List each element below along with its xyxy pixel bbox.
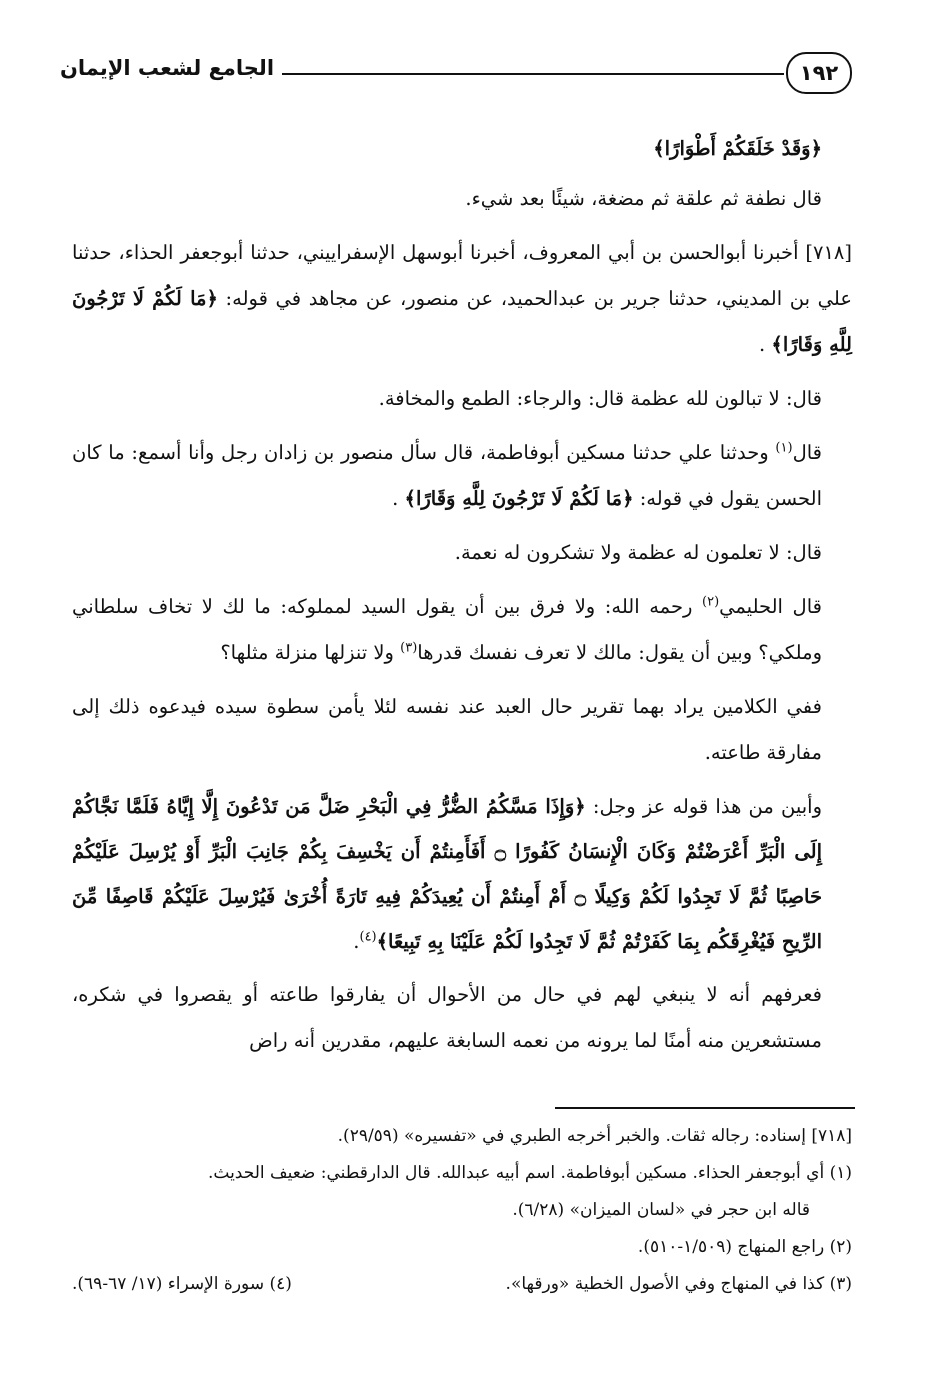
main-text — [72, 126, 852, 1072]
paragraph-6-end: ولا تنزلها منزلة مثلها؟ — [220, 641, 401, 664]
paragraph-8-verse: ﴿وَإِذَا مَسَّكُمُ الضُّرُّ فِي الْبَحْرِ ضَلَّ مَن تَدْعُونَ إِلَّا إِيَّاهُ فَلَمَّا نَجَّاكُمْ إِلَى الْبَرِّ أَعْرَضْتُمْ وَكَانَ الْإِنسَانُ كَفُورًا ۝ أَفَأَمِنتُمْ أَن يَخْسِفَ بِكُمْ جَانِبَ الْبَرِّ أَوْ يُرْسِلَ عَلَيْكُمْ حَاصِبًا ثُمَّ لَا تَجِدُوا لَكُمْ وَكِيلًا ۝ أَمْ أَمِنتُمْ أَن يُعِيدَكُمْ فِيهِ تَارَةً أُخْرَىٰ فَيُرْسِلَ عَلَيْكُمْ قَاصِفًا مِّنَ الرِّيحِ فَيُغْرِقَكُم بِمَا كَفَرْتُمْ ثُمَّ لَا تَجِدُوا لَكُمْ عَلَيْنَا بِهِ تَبِيعًا﴾ — [72, 795, 822, 953]
footnote-718: [٧١٨] إسناده: رجاله ثقات. والخبر أخرجه الطبري في «تفسيره» (٢٩/٥٩). — [337, 1126, 852, 1146]
paragraph-6-mid: رحمه الله: ولا فرق بين أن يقول السيد لمملوكه: ما لك لا تخاف سلطاني وملكي؟ وبين أن يقول: مالك لا تعرف نفسك قدرها — [72, 595, 822, 664]
footnote-4: (٤) سورة الإسراء (١٧/ ٦٧-٦٩). — [72, 1274, 292, 1294]
paragraph-4-verse: ﴿مَا لَكُمْ لَا تَرْجُونَ لِلَّهِ وَقَارًا﴾ — [404, 487, 634, 510]
footnote-ref-1: (١) — [775, 440, 793, 456]
footnote-rule — [555, 1107, 855, 1109]
paragraph-4-text: وحدثنا علي حدثنا مسكين أبوفاطمة، قال سأل منصور بن زادان رجل وأنا أسمع: ما كان الحسن يقول في قوله: — [72, 441, 822, 510]
paragraph-8 — [72, 784, 852, 964]
paragraph-8-end: . — [353, 930, 360, 953]
footnote-3: (٣) كذا في المنهاج وفي الأصول الخطية «ورقها». — [505, 1274, 852, 1294]
paragraph-4 — [72, 430, 852, 522]
paragraph-6 — [72, 584, 852, 676]
paragraph-718 — [72, 230, 852, 368]
footnote-ref-2: (٢) — [702, 594, 720, 610]
verse-top: ﴿وَقَدْ خَلَقَكُمْ أَطْوَارًا﴾ — [653, 137, 822, 160]
paragraph-718-end: . — [759, 333, 766, 356]
book-title: الجامع لشعب الإيمان — [60, 56, 275, 80]
page-number: ١٩٢ — [786, 52, 852, 94]
footnote-1: (١) أي أبوجعفر الحذاء. مسكين أبوفاطمة. اسم أبيه عبدالله. قال الدارقطني: ضعيف الحديث. — [207, 1163, 852, 1183]
paragraph-4-end: . — [392, 487, 399, 510]
paragraph-718-verse: ﴿مَا لَكُمْ لَا تَرْجُونَ لِلَّهِ وَقَارًا﴾ — [72, 287, 852, 356]
footnotes — [72, 1118, 852, 1303]
paragraph-7: ففي الكلامين يراد بهما تقرير حال العبد عند نفسه لئلا يأمن سطوة سيده فيدعوه ذلك إلى مفارقة طاعته. — [72, 695, 822, 764]
paragraph-718-text: [٧١٨] أخبرنا أبوالحسن بن أبي المعروف، أخبرنا أبوسهل الإسفراييني، حدثنا أبوجعفر الحذاء، حدثنا علي بن المديني، حدثنا جرير بن عبدالحميد، عن منصور، عن مجاهد في قوله: — [72, 241, 853, 310]
paragraph-4-start: قال — [792, 441, 822, 464]
paragraph-3: قال: لا تبالون لله عظمة قال: والرجاء: الطمع والمخافة. — [378, 387, 822, 410]
footnote-ref-3: (٣) — [400, 640, 418, 656]
paragraph-1: قال نطفة ثم علقة ثم مضغة، شيئًا بعد شيء. — [465, 187, 822, 210]
verse-block — [72, 784, 852, 964]
paragraph-6-start: قال الحليمي — [719, 595, 822, 618]
footnote-ref-4: (٤) — [359, 929, 377, 945]
header-rule — [282, 73, 784, 75]
paragraph-9: فعرفهم أنه لا ينبغي لهم في حال من الأحوال أن يفارقوا طاعته أو يقصروا في شكره، مستشعرين منه أمنًا لما يرونه من نعمه السابغة عليهم، مقدرين أنه راض — [72, 983, 822, 1052]
page-header — [60, 52, 852, 96]
paragraph-8-start: وأبين من هذا قوله عز وجل: — [592, 795, 822, 818]
footnote-1-continued: قاله ابن حجر في «لسان الميزان» (٦/٢٨). — [512, 1200, 810, 1220]
footnote-row-3-4 — [72, 1266, 852, 1303]
paragraph-5: قال: لا تعلمون له عظمة ولا تشكرون له نعمة. — [454, 541, 822, 564]
footnote-2: (٢) راجع المنهاج (١/٥٠٩-٥١٠). — [637, 1237, 852, 1257]
